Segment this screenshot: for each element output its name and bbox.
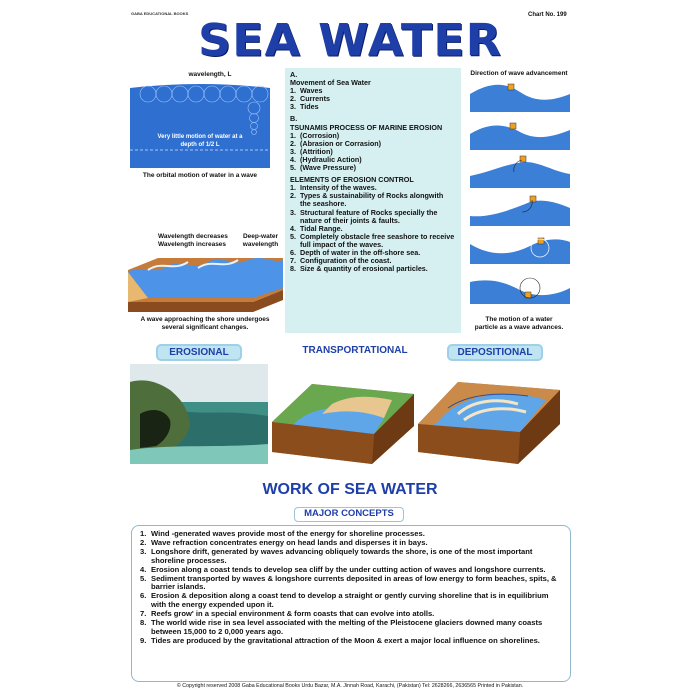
section-c-heading: ELEMENTS OF EROSION CONTROL [290,175,414,185]
wave-particle-diagram [470,80,570,312]
list-item: 3. Tides [290,102,319,112]
list-item: 4. Tidal Range. [290,223,343,233]
wave-step-3 [470,156,570,188]
depth-label-1: Very little motion of water at a [157,134,243,140]
section-b-letter: B. [290,114,298,124]
list-item: 1. Wind -generated waves provide most of the energy for shoreline processes. [140,529,425,538]
list-item: 1. Waves [290,86,323,96]
deep-water-label: Deep-water [242,233,279,240]
depositional-label: DEPOSITIONAL [447,344,543,361]
wave-step-2 [470,123,570,150]
list-item: 9. Tides are produced by the gravitational attraction of the Moon & exert a major local influence on shorelines. [140,635,540,645]
particle-caption-line-1: The motion of a water [485,316,553,323]
depth-label-2: depth of 1/2 L [180,142,220,148]
list-item: 2. Wave refraction concentrates energy on head lands and disperses it in bays. [140,537,428,547]
orbital-caption: The orbital motion of water in a wave [142,172,258,179]
list-item: 2. Types & sustainability of Rocks alongwith the seashore. [290,191,444,209]
transportational-label: TRANSPORTATIONAL [302,345,408,356]
erosional-label: EROSIONAL [156,344,242,361]
list-item: 5. Sediment transported by waves & longshore currents deposited in areas of low energy to form beaches, spits, & barrier islands. [140,573,557,592]
list-item: 5. Completely obstacle free seashore to receive full impact of the waves. [290,231,455,249]
publisher-logo: GABA EDUCATIONAL BOOKS [131,11,189,16]
wave-step-6 [470,278,570,304]
list-item: 3. (Attrition) [290,146,333,156]
transportational-block-diagram [272,364,414,464]
chart-number: Chart No. 199 [528,12,567,18]
shore-caption-line-2: several significant changes. [161,324,249,331]
list-item: 6. Depth of water in the off-shore sea. [290,247,421,257]
wavelength-decreases-label: Wavelength decreases [158,233,228,240]
list-item: 2. (Abrasion or Corrasion) [290,138,382,148]
section-a-heading: Movement of Sea Water [290,78,371,88]
copyright-footer: © Copyright reserved 2008 Gaba Educational Books Urdu Bazar, M.A. Jinnah Road, Karachi, (Pakistan) Tel: 2628266, 2636565 Printed in Pakistan. [176,683,524,689]
list-item: 7. Configuration of the coast. [290,256,392,266]
list-item: 2. Currents [290,94,330,104]
wavelength-increases-label: Wavelength increases [158,241,227,248]
section-b [290,115,456,172]
wave-step-4 [470,196,570,226]
shore-caption-line-1: A wave approaching the shore undergoes [140,316,270,323]
major-concepts-label: MAJOR CONCEPTS [294,507,404,522]
page-title: SEA WATER [197,14,503,66]
wave-step-1 [470,84,570,112]
section-b-heading: TSUNAMIS PROCESS OF MARINE EROSION [290,122,443,132]
wavelength-label: wavelength, L [188,71,232,78]
list-item: 7. Reefs grow' in a special environment & form coasts that can evolve into atolls. [140,609,435,619]
major-concepts-box [131,525,571,682]
list-item: 4. (Hydraulic Action) [290,154,362,164]
list-item: 4. Erosion along a coast tends to develop sea cliff by the under cutting action of waves and longshore currents. [140,564,546,574]
list-item: 3. Longshore drift, generated by waves advancing obliquely towards the shore, is one of the most important shoreline processes. [140,546,533,565]
orbital-motion-diagram [130,80,270,168]
list-item: 1. (Corrosion) [290,130,340,140]
list-item: 5. (Wave Pressure) [290,163,357,173]
erosional-photo [130,364,268,464]
center-info-panel [285,68,461,333]
section-a-letter: A. [290,70,298,79]
section-a [290,71,456,111]
list-item: 3. Structural feature of Rocks specially the nature of their joints & faults. [290,207,438,225]
wave-direction-label: Direction of wave advancement [470,70,568,77]
wave-step-5 [470,238,570,264]
work-of-sea-water-title: WORK OF SEA WATER [262,481,438,498]
list-item: 8. The world wide rise in sea level associated with the melting of the Pleistocene glaciers downed many coasts between 15,000 to 2 0,000 years ago. [140,618,543,636]
list-item: 1. Intensity of the waves. [290,183,377,193]
section-c [290,176,456,273]
list-item: 8. Size & quantity of erosional particles. [290,264,428,274]
list-item: 6. Erosion & deposition along a coast tend to develop a straight or gently curving shoreline that is in equilibrium with the energy expended upon it. [140,591,549,610]
particle-caption-line-2: particle as a wave advances. [474,324,564,331]
depositional-block-diagram [418,364,560,464]
shore-wave-diagram [128,250,283,312]
deep-water-wavelength-label: wavelength [242,241,279,248]
